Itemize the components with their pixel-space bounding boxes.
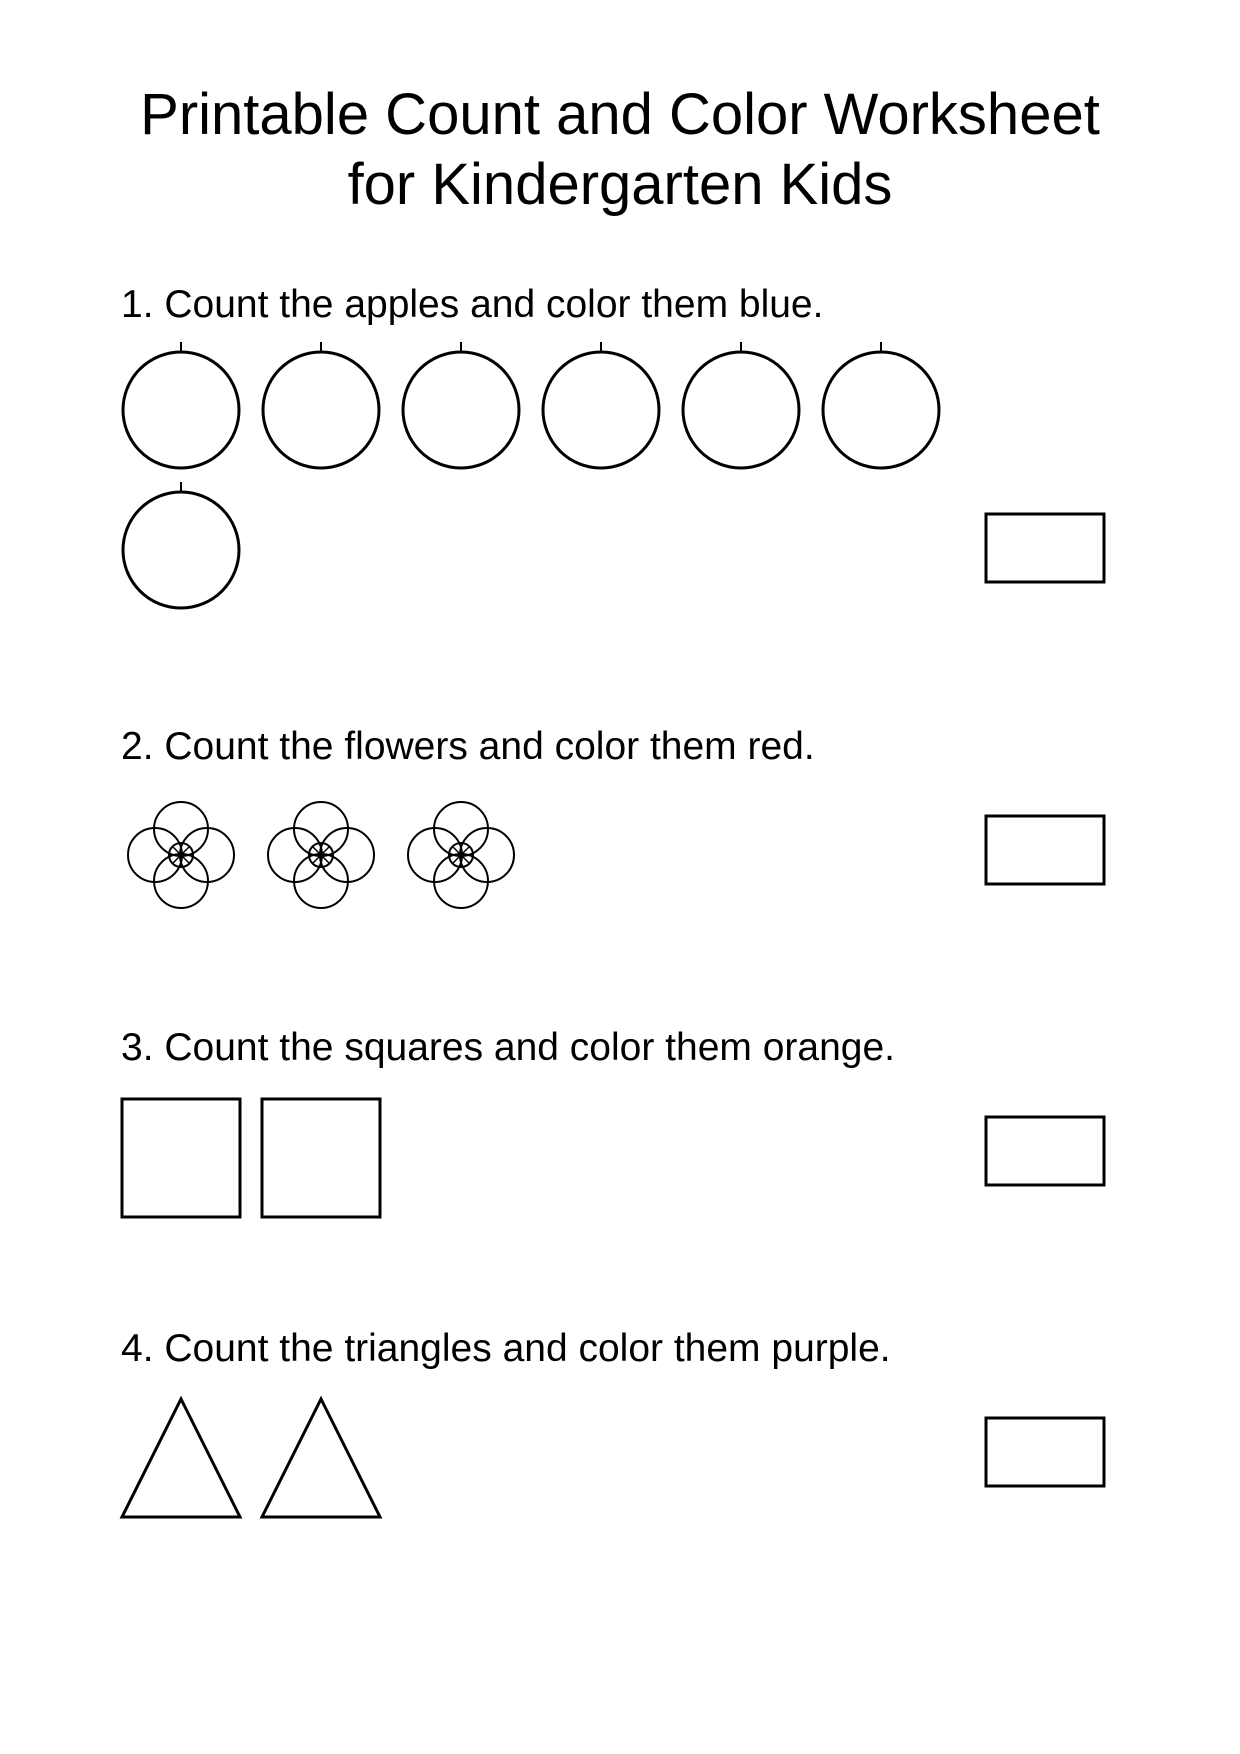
- apple-item: [123, 342, 239, 468]
- apple-body: [683, 352, 799, 468]
- apple-item: [823, 342, 939, 468]
- apple-body: [823, 352, 939, 468]
- apple-body: [263, 352, 379, 468]
- flower-item: [268, 802, 374, 908]
- answer-box-2[interactable]: [986, 816, 1104, 884]
- question-2-flowers: 2. Count the flowers and color them red.: [121, 725, 815, 768]
- title-line-2: for Kindergarten Kids: [347, 152, 893, 217]
- answer-box-4[interactable]: [986, 1418, 1104, 1486]
- apple-item: [683, 342, 799, 468]
- flower-item: [408, 802, 514, 908]
- apple-item: [543, 342, 659, 468]
- question-2-shapes: [128, 802, 514, 908]
- triangle-shape: [262, 1399, 380, 1517]
- apple-body: [403, 352, 519, 468]
- question-1-apples: 1. Count the apples and color them blue.: [121, 283, 824, 326]
- question-3-shapes: [122, 1099, 380, 1217]
- apple-item: [123, 482, 239, 608]
- title-line-1: Printable Count and Color Worksheet: [140, 82, 1100, 147]
- triangle-shape: [122, 1399, 240, 1517]
- apple-body: [123, 352, 239, 468]
- square-item: [122, 1099, 240, 1217]
- question-4-triangles: 4. Count the triangles and color them purple.: [121, 1327, 891, 1370]
- apple-body: [543, 352, 659, 468]
- square-shape: [122, 1099, 240, 1217]
- answer-box-3[interactable]: [986, 1117, 1104, 1185]
- triangle-item: [122, 1399, 240, 1517]
- apple-item: [403, 342, 519, 468]
- apple-item: [263, 342, 379, 468]
- answer-box-1[interactable]: [986, 514, 1104, 582]
- square-item: [262, 1099, 380, 1217]
- square-shape: [262, 1099, 380, 1217]
- triangle-item: [262, 1399, 380, 1517]
- question-1-shapes: [123, 342, 939, 608]
- apple-body: [123, 492, 239, 608]
- question-4-shapes: [122, 1399, 380, 1517]
- flower-item: [128, 802, 234, 908]
- question-3-squares: 3. Count the squares and color them orange.: [121, 1026, 895, 1069]
